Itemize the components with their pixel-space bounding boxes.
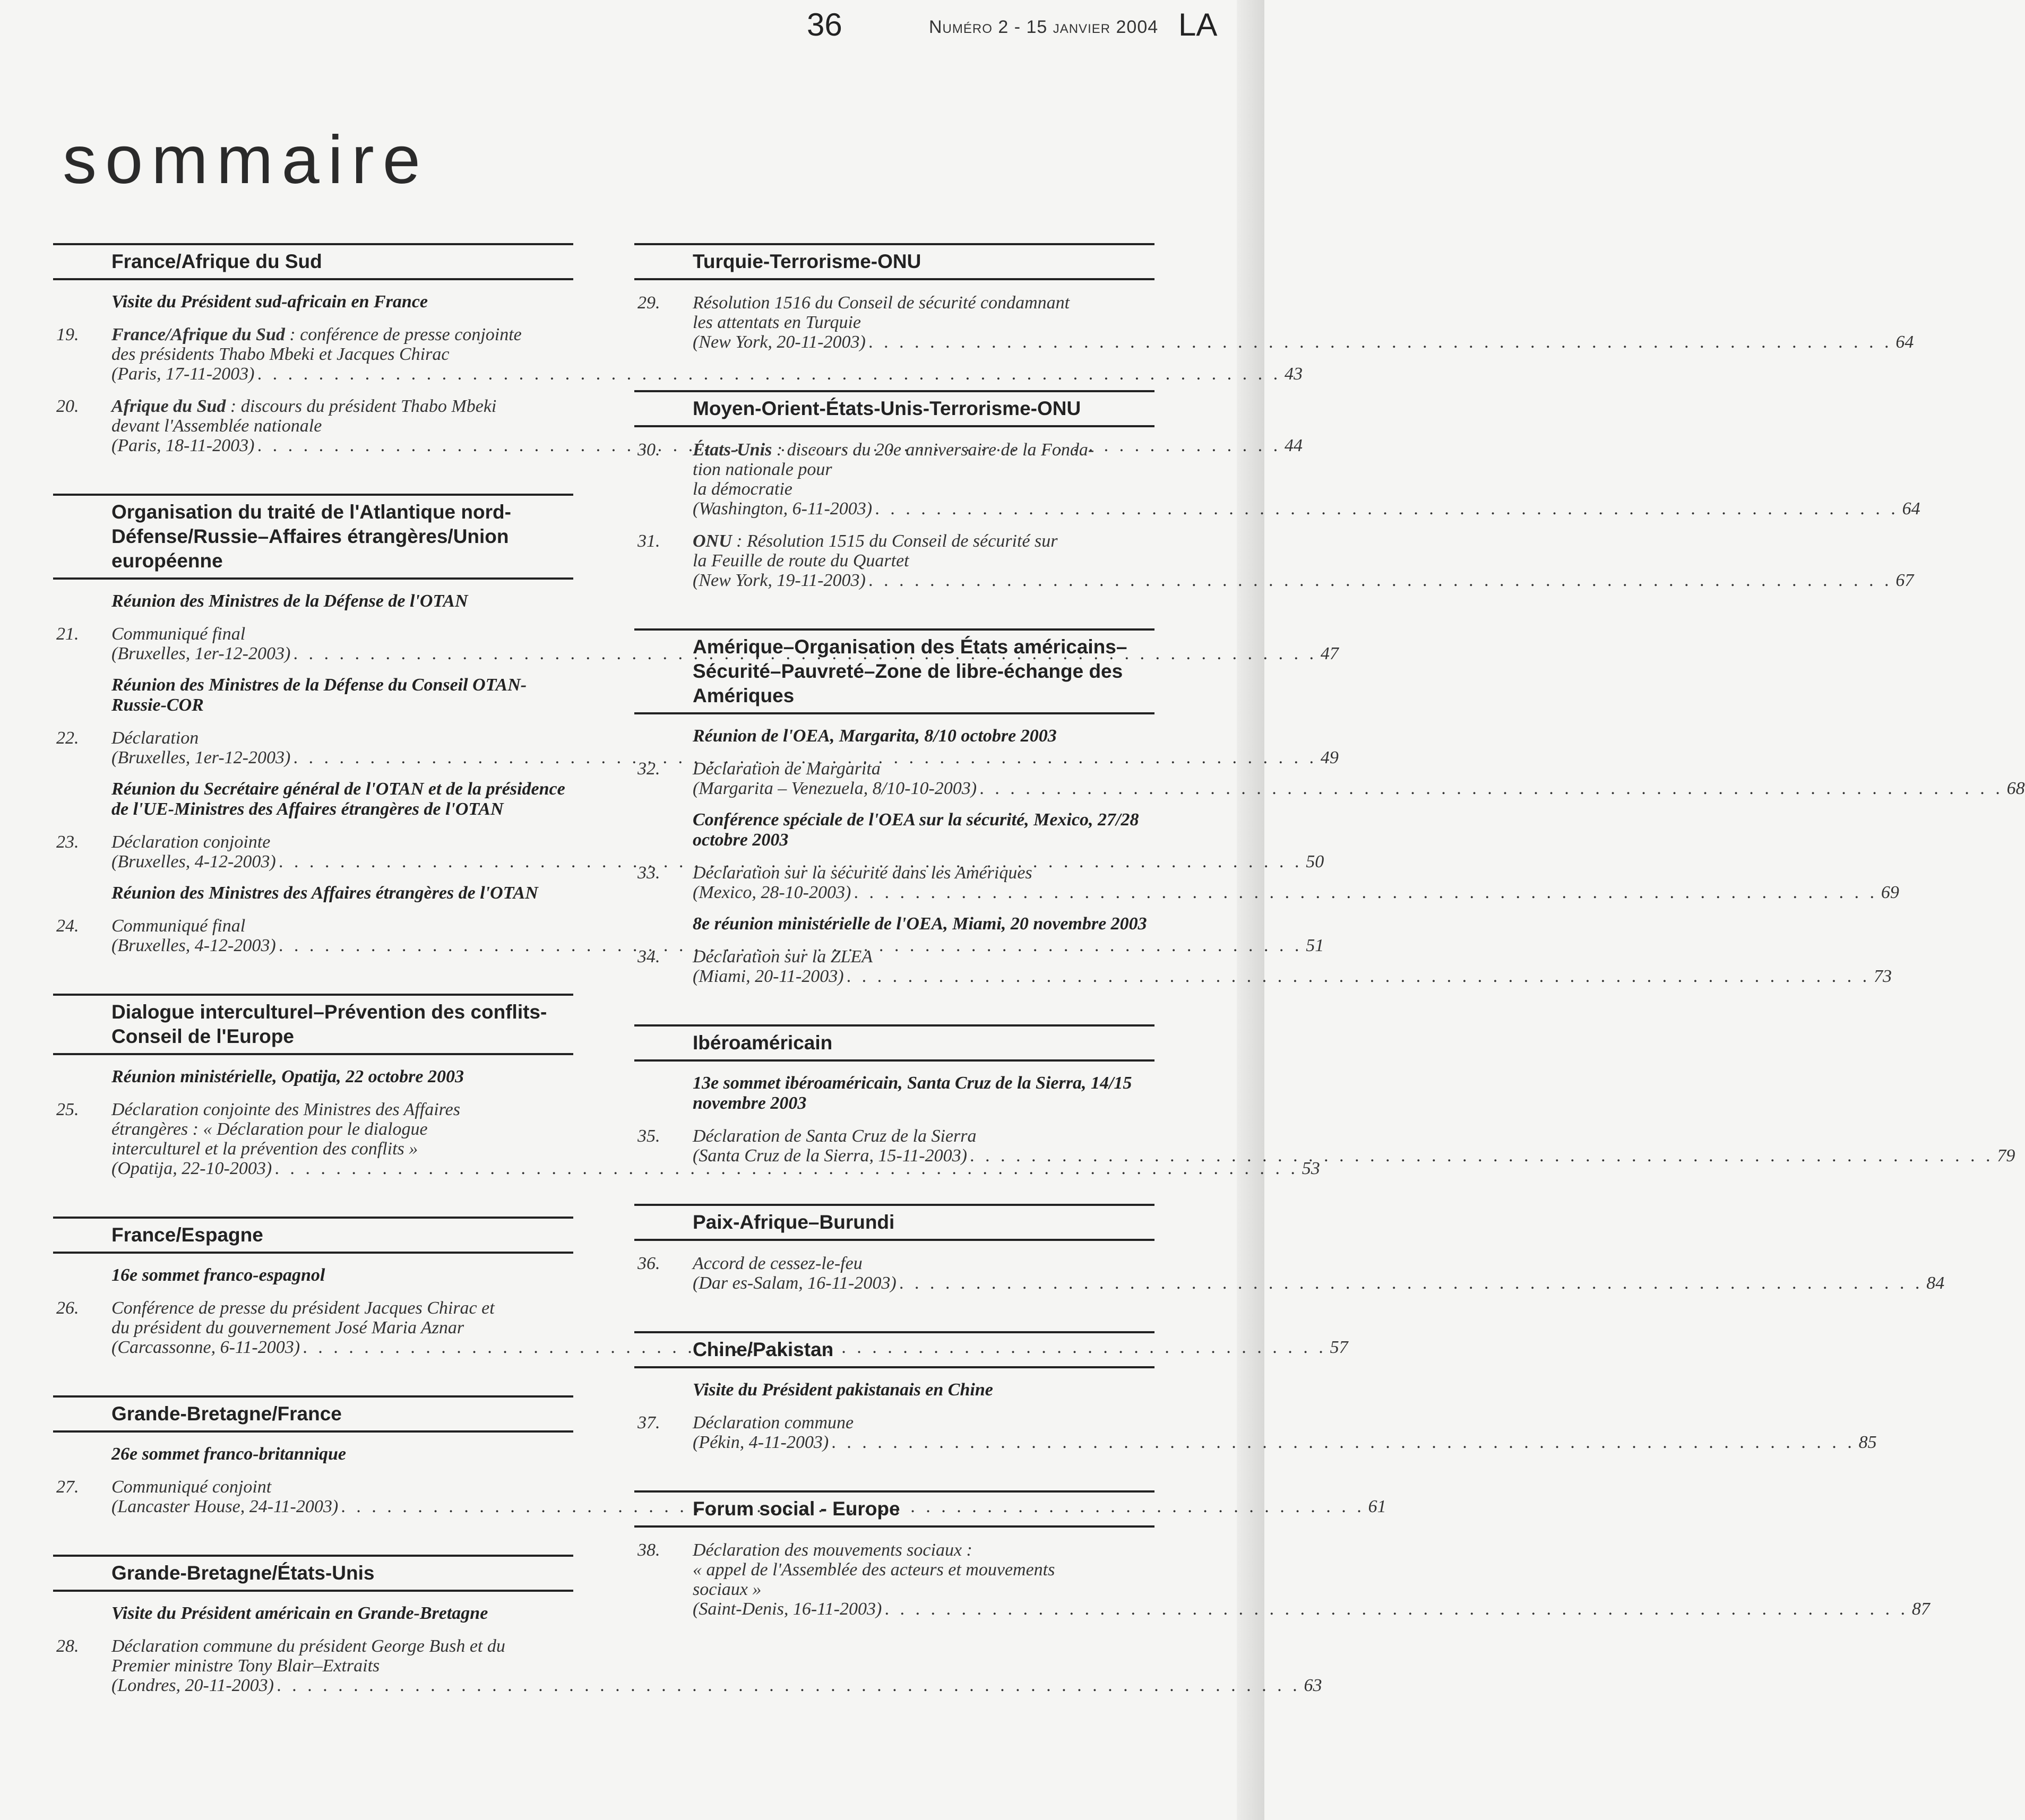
entry-page: 68 xyxy=(2006,779,2025,798)
section-gap xyxy=(634,590,1154,628)
entry-source: (Pékin, 4-11-2003) xyxy=(693,1433,829,1452)
page-title: sommaire xyxy=(63,122,429,198)
section-gap xyxy=(634,1293,1154,1331)
entry-line xyxy=(111,1656,573,1676)
handwritten-initials: LA xyxy=(1178,7,1218,42)
entry-line xyxy=(111,396,573,416)
entry-text: Déclaration conjointe des Ministres des Affaires xyxy=(111,1100,460,1119)
entry-text: Déclaration commune du président George Bush et du xyxy=(111,1636,505,1656)
entry-line xyxy=(111,1477,573,1497)
dot-leader xyxy=(277,1676,1301,1695)
entry-number: 37. xyxy=(637,1413,660,1433)
section-title: Paix-Afrique–Burundi xyxy=(634,1204,1154,1241)
entry-number: 28. xyxy=(56,1636,79,1656)
entry-lead: France/Afrique du Sud xyxy=(111,325,285,344)
entry-source: (New York, 19-11-2003) xyxy=(693,571,866,590)
entry-text: Conférence de presse du président Jacques Chirac et xyxy=(111,1298,495,1318)
entry-text: Déclaration commune xyxy=(693,1413,854,1433)
section-gap xyxy=(634,352,1154,390)
meeting-subtitle: Réunion de l'OEA, Margarita, 8/10 octobre 2003 xyxy=(693,726,1057,746)
dot-leader xyxy=(875,499,1899,519)
meeting-subtitle: 13e sommet ibéroaméricain, Santa Cruz de la Sierra, 14/15 novembre 2003 xyxy=(693,1073,1132,1113)
entry-page: 53 xyxy=(1302,1159,1320,1178)
entry-line xyxy=(693,551,1154,571)
entry-text: les attentats en Turquie xyxy=(693,313,861,332)
entry-line xyxy=(111,1119,573,1139)
toc-entry[interactable] xyxy=(53,624,1339,663)
entry-source: (Washington, 6-11-2003) xyxy=(693,499,873,519)
entry-number: 26. xyxy=(56,1298,79,1318)
section-title: Dialogue interculturel–Prévention des conflits-Conseil de l'Europe xyxy=(53,994,573,1055)
handwritten-page-mark: 36 xyxy=(807,7,842,42)
dot-leader xyxy=(854,883,1878,902)
entry-text: des présidents Thabo Mbeki et Jacques Chirac xyxy=(111,344,450,364)
entry-text: Communiqué final xyxy=(111,916,246,936)
entry-text: : discours du président Thabo Mbeki xyxy=(226,396,497,416)
entry-page: 49 xyxy=(1320,748,1339,767)
entry-text: du président du gouvernement José Maria Aznar xyxy=(111,1318,464,1338)
dot-leader xyxy=(869,332,1893,352)
meeting-subtitle: Réunion du Secrétaire général de l'OTAN et de la présidence de l'UE-Ministres des Affaires étrangères de l'OTAN xyxy=(111,779,565,819)
entry-page: 84 xyxy=(1926,1273,1945,1293)
entry-page: 61 xyxy=(1368,1497,1386,1516)
meeting-subtitle: Conférence spéciale de l'OEA sur la sécurité, Mexico, 27/28 octobre 2003 xyxy=(693,810,1139,850)
section-title: Moyen-Orient-États-Unis-Terrorisme-ONU xyxy=(634,390,1154,427)
entry-number: 24. xyxy=(56,916,79,936)
entry-source: (Londres, 20-11-2003) xyxy=(111,1676,274,1695)
section-gap xyxy=(53,455,573,494)
entry-line xyxy=(693,1413,1154,1433)
toc-entry[interactable] xyxy=(634,1254,1945,1293)
entry-source: (Mexico, 28-10-2003) xyxy=(693,883,851,902)
entry-page: 69 xyxy=(1881,883,1899,902)
entry-text: Résolution 1516 du Conseil de sécurité condamnant xyxy=(693,293,1070,313)
entry-page: 63 xyxy=(1304,1676,1322,1695)
entry-line xyxy=(693,479,1154,499)
entry-text: Déclaration conjointe xyxy=(111,832,271,852)
entry-line xyxy=(111,624,573,644)
entry-number: 25. xyxy=(56,1100,79,1119)
toc-entry[interactable] xyxy=(53,832,1324,872)
entry-source: (Bruxelles, 1er-12-2003) xyxy=(111,644,291,663)
entry-text: Communiqué conjoint xyxy=(111,1477,272,1497)
entry-line xyxy=(693,531,1154,551)
entry-text: la Feuille de route du Quartet xyxy=(693,551,909,571)
entry-source-line xyxy=(693,1433,1877,1452)
entry-number: 20. xyxy=(56,396,79,416)
toc-entry[interactable] xyxy=(634,759,2025,798)
entry-source: (Carcassonne, 6-11-2003) xyxy=(111,1338,300,1357)
entry-text: Déclaration sur la ZLEA xyxy=(693,947,873,967)
entry-number: 31. xyxy=(637,531,660,551)
meeting-subtitle: Visite du Président sud-africain en France xyxy=(111,292,428,312)
section-gap xyxy=(634,1166,1154,1204)
entry-line xyxy=(111,1318,573,1338)
section-title: Grande-Bretagne/États-Unis xyxy=(53,1555,573,1592)
entry-text: : discours du 20e anniversaire de la Fonda- xyxy=(772,440,1095,460)
entry-lead: ONU xyxy=(693,531,732,551)
entry-line xyxy=(693,293,1154,313)
entry-line xyxy=(693,460,1154,479)
entry-source-line xyxy=(111,1676,1322,1695)
entry-line xyxy=(111,832,573,852)
entry-source-line xyxy=(693,1599,1930,1619)
entry-line xyxy=(111,1298,573,1318)
dot-leader xyxy=(847,967,1871,986)
section-title: France/Espagne xyxy=(53,1217,573,1254)
entry-line xyxy=(111,325,573,344)
entry-page: 43 xyxy=(1284,364,1303,384)
entry-source-line xyxy=(693,1146,2015,1166)
entry-number: 29. xyxy=(637,293,660,313)
entry-number: 30. xyxy=(637,440,660,460)
entry-line xyxy=(111,1100,573,1119)
entry-number: 38. xyxy=(637,1540,660,1560)
dot-leader xyxy=(970,1146,1994,1166)
issue-date: Numéro 2 - 15 janvier 2004 xyxy=(929,17,1159,37)
entry-line xyxy=(693,1560,1154,1580)
entry-text: Accord de cessez-le-feu xyxy=(693,1254,863,1273)
dot-leader xyxy=(900,1273,1924,1293)
section-title: Chine/Pakistan xyxy=(634,1331,1154,1368)
meeting-subtitle: Réunion des Ministres des Affaires étrangères de l'OTAN xyxy=(111,883,538,903)
entry-line xyxy=(693,1540,1154,1560)
entry-text: Déclaration de Margarita xyxy=(693,759,881,779)
meeting-subtitle: Visite du Président américain en Grande-Bretagne xyxy=(111,1603,488,1623)
entry-source-line xyxy=(693,332,1914,352)
entry-text: Déclaration xyxy=(111,728,199,748)
page-edge xyxy=(1237,0,1264,1820)
entry-text: tion nationale pour xyxy=(693,460,832,479)
toc-section xyxy=(634,1024,2015,1166)
entry-page: 64 xyxy=(1895,332,1914,352)
dot-leader xyxy=(869,571,1893,590)
entry-page: 67 xyxy=(1895,571,1914,590)
meeting-subtitle: Réunion des Ministres de la Défense du Conseil OTAN-Russie-COR xyxy=(111,675,527,715)
entry-source-line xyxy=(111,852,1324,872)
entry-lead: États-Unis xyxy=(693,440,772,460)
entry-source: (Margarita – Venezuela, 8/10-10-2003) xyxy=(693,779,977,798)
entry-text: Communiqué final xyxy=(111,624,246,644)
entry-page: 50 xyxy=(1306,852,1324,872)
entry-line xyxy=(111,416,573,436)
entry-source: (Saint-Denis, 16-11-2003) xyxy=(693,1599,882,1619)
entry-number: 35. xyxy=(637,1126,660,1146)
entry-text: : conférence de presse conjointe xyxy=(285,325,522,344)
entry-source-line xyxy=(693,571,1914,590)
entry-line xyxy=(693,1254,1154,1273)
entry-number: 22. xyxy=(56,728,79,748)
toc-entry[interactable] xyxy=(634,1540,1930,1619)
entry-source-line xyxy=(111,936,1324,955)
entry-source-line xyxy=(111,1159,1320,1178)
section-title: Forum social - Europe xyxy=(634,1490,1154,1528)
entry-text: la démocratie xyxy=(693,479,792,499)
toc-section xyxy=(634,1490,1930,1619)
entry-source: (New York, 20-11-2003) xyxy=(693,332,866,352)
entry-line xyxy=(693,863,1154,883)
entry-page: 79 xyxy=(1997,1146,2015,1166)
entry-text: : Résolution 1515 du Conseil de sécurité sur xyxy=(731,531,1058,551)
toc-section xyxy=(634,1204,1945,1293)
entry-text: Déclaration de Santa Cruz de la Sierra xyxy=(693,1126,977,1146)
entry-text: Premier ministre Tony Blair–Extraits xyxy=(111,1656,380,1676)
toc-entry[interactable] xyxy=(634,293,1914,352)
entry-source: (Bruxelles, 4-12-2003) xyxy=(111,852,276,872)
entry-page: 73 xyxy=(1874,967,1892,986)
entry-source-line xyxy=(111,644,1339,663)
dot-leader xyxy=(885,1599,1909,1619)
toc-entry[interactable] xyxy=(634,863,1899,902)
section-title: Turquie-Terrorisme-ONU xyxy=(634,243,1154,280)
entry-line xyxy=(111,1636,573,1656)
entry-source-line xyxy=(693,499,1920,519)
entry-source-line xyxy=(693,1273,1945,1293)
entry-text: Déclaration sur la sécurité dans les Amériques xyxy=(693,863,1032,883)
section-gap xyxy=(53,955,573,994)
dot-leader xyxy=(832,1433,1856,1452)
entry-source-line xyxy=(693,779,2025,798)
entry-number: 36. xyxy=(637,1254,660,1273)
entry-number: 19. xyxy=(56,325,79,344)
entry-line xyxy=(693,1580,1154,1599)
section-gap xyxy=(53,1178,573,1217)
entry-text: Déclaration des mouvements sociaux : xyxy=(693,1540,972,1560)
section-gap xyxy=(53,1357,573,1395)
entry-line xyxy=(693,759,1154,779)
meeting-subtitle: 8e réunion ministérielle de l'OEA, Miami, 20 novembre 2003 xyxy=(693,914,1147,934)
entry-source: (Paris, 17-11-2003) xyxy=(111,364,255,384)
entry-source: (Dar es-Salam, 16-11-2003) xyxy=(693,1273,897,1293)
entry-page: 57 xyxy=(1330,1338,1348,1357)
entry-number: 23. xyxy=(56,832,79,852)
entry-number: 21. xyxy=(56,624,79,644)
entry-line xyxy=(693,1126,1154,1146)
entry-line xyxy=(111,728,573,748)
section-title: Organisation du traité de l'Atlantique nord-Défense/Russie–Affaires étrangères/Union européenne xyxy=(53,494,573,580)
entry-source-line xyxy=(693,883,1899,902)
entry-page: 51 xyxy=(1306,936,1324,955)
entry-line xyxy=(111,344,573,364)
entry-number: 27. xyxy=(56,1477,79,1497)
toc-entry[interactable] xyxy=(634,947,1892,986)
entry-number: 33. xyxy=(637,863,660,883)
meeting-subtitle: 16e sommet franco-espagnol xyxy=(111,1265,325,1285)
toc-entry[interactable] xyxy=(53,1636,1322,1695)
entry-line xyxy=(111,916,573,936)
section-title: France/Afrique du Sud xyxy=(53,243,573,280)
section-title: Amérique–Organisation des États américains–Sécurité–Pauvreté–Zone de libre-échange des Amériques xyxy=(634,628,1154,714)
entry-source-line xyxy=(693,967,1892,986)
section-gap xyxy=(53,1516,573,1555)
entry-page: 47 xyxy=(1320,644,1339,663)
entry-line xyxy=(111,1139,573,1159)
entry-text: sociaux » xyxy=(693,1580,762,1599)
entry-page: 87 xyxy=(1911,1599,1930,1619)
entry-text: « appel de l'Assemblée des acteurs et mouvements xyxy=(693,1560,1055,1580)
entry-number: 32. xyxy=(637,759,660,779)
entry-line xyxy=(693,947,1154,967)
meeting-subtitle: Réunion des Ministres de la Défense de l'OTAN xyxy=(111,591,468,611)
section-title: Grande-Bretagne/France xyxy=(53,1395,573,1433)
entry-source-line xyxy=(111,364,1303,384)
entry-source: (Miami, 20-11-2003) xyxy=(693,967,844,986)
entry-lead: Afrique du Sud xyxy=(111,396,226,416)
meeting-subtitle: Visite du Président pakistanais en Chine xyxy=(693,1380,993,1400)
entry-source: (Bruxelles, 1er-12-2003) xyxy=(111,748,291,767)
entry-source: (Santa Cruz de la Sierra, 15-11-2003) xyxy=(693,1146,967,1166)
entry-text: étrangères : « Déclaration pour le dialogue xyxy=(111,1119,428,1139)
entry-text: interculturel et la prévention des conflits » xyxy=(111,1139,418,1159)
toc-entry[interactable] xyxy=(634,1413,1877,1452)
section-gap xyxy=(634,986,1154,1024)
entry-text: devant l'Assemblée nationale xyxy=(111,416,322,436)
toc-entry[interactable] xyxy=(634,531,1914,590)
meeting-subtitle: Réunion ministérielle, Opatija, 22 octobre 2003 xyxy=(111,1067,464,1086)
entry-line xyxy=(693,440,1154,460)
entry-source: (Opatija, 22-10-2003) xyxy=(111,1159,272,1178)
page-header xyxy=(807,7,1226,47)
entry-source-line xyxy=(111,748,1339,767)
dot-leader xyxy=(980,779,2004,798)
entry-line xyxy=(693,313,1154,332)
entry-source: (Lancaster House, 24-11-2003) xyxy=(111,1497,339,1516)
entry-page: 64 xyxy=(1902,499,1920,519)
section-gap xyxy=(634,1452,1154,1490)
toc-section xyxy=(634,243,1914,352)
entry-page: 85 xyxy=(1858,1433,1877,1452)
entry-page: 44 xyxy=(1284,436,1303,455)
entry-number: 34. xyxy=(637,947,660,967)
section-title: Ibéroaméricain xyxy=(634,1024,1154,1062)
entry-source: (Paris, 18-11-2003) xyxy=(111,436,255,455)
entry-source: (Bruxelles, 4-12-2003) xyxy=(111,936,276,955)
meeting-subtitle: 26e sommet franco-britannique xyxy=(111,1444,347,1464)
toc-entry[interactable] xyxy=(634,1126,2015,1166)
